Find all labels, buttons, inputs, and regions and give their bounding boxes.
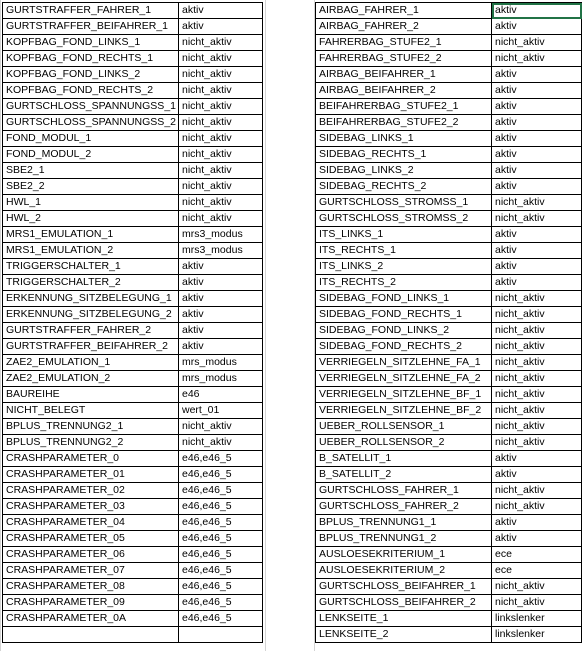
- table-row: [3, 595, 263, 611]
- table-row: [3, 227, 263, 243]
- parameter-name-cell[interactable]: BPLUS_TRENNUNG2_1: [3, 419, 179, 435]
- parameter-value-cell[interactable]: nicht_aktiv: [179, 419, 263, 435]
- table-row: [3, 211, 263, 227]
- table-row: [316, 275, 582, 291]
- parameter-value-cell[interactable]: nicht_aktiv: [492, 403, 582, 419]
- parameter-name-cell[interactable]: CRASHPARAMETER_03: [3, 499, 179, 515]
- parameter-value-cell[interactable]: linkslenker: [492, 627, 582, 643]
- table-row: [316, 515, 582, 531]
- parameter-name-cell[interactable]: GURTSCHLOSS_BEIFAHRER_2: [316, 595, 492, 611]
- parameter-value-cell[interactable]: e46,e46_5: [179, 595, 263, 611]
- parameter-name-cell[interactable]: GURTSCHLOSS_FAHRER_2: [316, 499, 492, 515]
- table-row: [316, 579, 582, 595]
- parameter-value-cell[interactable]: e46,e46_5: [179, 483, 263, 499]
- parameter-value-cell[interactable]: nicht_aktiv: [179, 35, 263, 51]
- parameter-value-cell[interactable]: mrs_modus: [179, 355, 263, 371]
- parameter-name-cell[interactable]: SIDEBAG_RECHTS_2: [316, 179, 492, 195]
- left-parameter-table: [2, 2, 263, 643]
- parameter-name-cell[interactable]: ITS_RECHTS_1: [316, 243, 492, 259]
- table-row: [3, 323, 263, 339]
- parameter-name-cell[interactable]: GURTSCHLOSS_STROMSS_2: [316, 211, 492, 227]
- parameter-name-cell[interactable]: HWL_1: [3, 195, 179, 211]
- table-row: [3, 483, 263, 499]
- parameter-name-cell[interactable]: MRS1_EMULATION_1: [3, 227, 179, 243]
- table-row: [316, 259, 582, 275]
- parameter-name-cell[interactable]: UEBER_ROLLSENSOR_2: [316, 435, 492, 451]
- parameter-name-cell[interactable]: SIDEBAG_FOND_RECHTS_1: [316, 307, 492, 323]
- table-row: [3, 51, 263, 67]
- parameter-value-cell[interactable]: nicht_aktiv: [179, 163, 263, 179]
- parameter-value-cell[interactable]: nicht_aktiv: [179, 195, 263, 211]
- parameter-value-cell[interactable]: aktiv: [492, 179, 582, 195]
- table-row: [316, 291, 582, 307]
- parameter-name-cell[interactable]: GURTSCHLOSS_FAHRER_1: [316, 483, 492, 499]
- table-row: [3, 19, 263, 35]
- table-row: [316, 67, 582, 83]
- parameter-value-cell[interactable]: nicht_aktiv: [492, 35, 582, 51]
- parameter-name-cell[interactable]: GURTSTRAFFER_FAHRER_2: [3, 323, 179, 339]
- parameter-value-cell[interactable]: aktiv: [492, 515, 582, 531]
- table-row: [3, 467, 263, 483]
- parameter-name-cell[interactable]: BPLUS_TRENNUNG2_2: [3, 435, 179, 451]
- parameter-value-cell[interactable]: aktiv: [492, 131, 582, 147]
- parameter-name-cell[interactable]: VERRIEGELN_SITZLEHNE_BF_2: [316, 403, 492, 419]
- table-row: [3, 35, 263, 51]
- empty-spacer-column[interactable]: [265, 0, 315, 651]
- table-row: [316, 595, 582, 611]
- table-row: [316, 115, 582, 131]
- table-row: [3, 179, 263, 195]
- parameter-value-cell[interactable]: e46,e46_5: [179, 579, 263, 595]
- parameter-value-cell[interactable]: aktiv: [179, 19, 263, 35]
- parameter-value-cell[interactable]: nicht_aktiv: [179, 211, 263, 227]
- parameter-value-cell[interactable]: e46,e46_5: [179, 515, 263, 531]
- table-row: [3, 163, 263, 179]
- table-row: [3, 371, 263, 387]
- table-row: [3, 435, 263, 451]
- parameter-value-cell[interactable]: e46,e46_5: [179, 499, 263, 515]
- parameter-name-cell[interactable]: FOND_MODUL_1: [3, 131, 179, 147]
- parameter-value-cell[interactable]: aktiv: [492, 3, 582, 19]
- table-row: [3, 291, 263, 307]
- parameter-value-cell[interactable]: nicht_aktiv: [492, 211, 582, 227]
- parameter-name-cell[interactable]: ERKENNUNG_SITZBELEGUNG_1: [3, 291, 179, 307]
- parameter-name-cell[interactable]: AIRBAG_FAHRER_1: [316, 3, 492, 19]
- parameter-value-cell[interactable]: e46,e46_5: [179, 563, 263, 579]
- parameter-name-cell[interactable]: GURTSCHLOSS_SPANNUNGSS_1: [3, 99, 179, 115]
- parameter-value-cell[interactable]: aktiv: [492, 147, 582, 163]
- table-row: [316, 195, 582, 211]
- parameter-value-cell[interactable]: nicht_aktiv: [492, 51, 582, 67]
- table-row: [316, 403, 582, 419]
- parameter-value-cell[interactable]: linkslenker: [492, 611, 582, 627]
- table-row: [316, 227, 582, 243]
- parameter-name-cell[interactable]: HWL_2: [3, 211, 179, 227]
- table-row: [3, 131, 263, 147]
- table-row: [316, 131, 582, 147]
- parameter-value-cell[interactable]: aktiv: [492, 99, 582, 115]
- parameter-name-cell[interactable]: CRASHPARAMETER_07: [3, 563, 179, 579]
- table-row: [3, 547, 263, 563]
- parameter-name-cell[interactable]: SIDEBAG_FOND_RECHTS_2: [316, 339, 492, 355]
- parameter-name-cell[interactable]: CRASHPARAMETER_02: [3, 483, 179, 499]
- parameter-name-cell[interactable]: GURTSCHLOSS_SPANNUNGSS_2: [3, 115, 179, 131]
- parameter-name-cell[interactable]: GURTSCHLOSS_STROMSS_1: [316, 195, 492, 211]
- table-row: [316, 35, 582, 51]
- table-row: [316, 419, 582, 435]
- parameter-name-cell[interactable]: TRIGGERSCHALTER_1: [3, 259, 179, 275]
- table-row: [3, 339, 263, 355]
- parameter-value-cell[interactable]: nicht_aktiv: [179, 99, 263, 115]
- parameter-value-cell[interactable]: ece: [492, 547, 582, 563]
- parameter-name-cell[interactable]: KOPFBAG_FOND_RECHTS_1: [3, 51, 179, 67]
- table-row: [316, 307, 582, 323]
- parameter-name-cell[interactable]: CRASHPARAMETER_06: [3, 547, 179, 563]
- parameter-value-cell[interactable]: e46,e46_5: [179, 611, 263, 627]
- parameter-name-cell[interactable]: VERRIEGELN_SITZLEHNE_FA_2: [316, 371, 492, 387]
- parameter-name-cell[interactable]: CRASHPARAMETER_08: [3, 579, 179, 595]
- parameter-value-cell[interactable]: aktiv: [179, 275, 263, 291]
- parameter-name-cell[interactable]: NICHT_BELEGT: [3, 403, 179, 419]
- parameter-value-cell[interactable]: e46,e46_5: [179, 531, 263, 547]
- parameter-name-cell[interactable]: BAUREIHE: [3, 387, 179, 403]
- parameter-name-cell[interactable]: AIRBAG_FAHRER_2: [316, 19, 492, 35]
- table-row: [3, 563, 263, 579]
- parameter-name-cell[interactable]: AUSLOESEKRITERIUM_1: [316, 547, 492, 563]
- table-row: [316, 483, 582, 499]
- parameter-value-cell[interactable]: nicht_aktiv: [492, 499, 582, 515]
- parameter-value-cell[interactable]: ece: [492, 563, 582, 579]
- parameter-name-cell[interactable]: AIRBAG_BEIFAHRER_2: [316, 83, 492, 99]
- parameter-name-cell[interactable]: KOPFBAG_FOND_LINKS_1: [3, 35, 179, 51]
- parameter-value-cell[interactable]: nicht_aktiv: [492, 387, 582, 403]
- parameter-name-cell[interactable]: SIDEBAG_RECHTS_1: [316, 147, 492, 163]
- table-row: [316, 531, 582, 547]
- table-row: [3, 99, 263, 115]
- table-row: [316, 563, 582, 579]
- table-row: [3, 387, 263, 403]
- parameter-name-cell[interactable]: AIRBAG_BEIFAHRER_1: [316, 67, 492, 83]
- parameter-value-cell[interactable]: aktiv: [492, 67, 582, 83]
- parameter-value-cell[interactable]: mrs3_modus: [179, 243, 263, 259]
- parameter-value-cell[interactable]: nicht_aktiv: [179, 115, 263, 131]
- parameter-name-cell[interactable]: FAHRERBAG_STUFE2_1: [316, 35, 492, 51]
- table-row: [3, 515, 263, 531]
- parameter-name-cell[interactable]: KOPFBAG_FOND_RECHTS_2: [3, 83, 179, 99]
- table-row: [316, 51, 582, 67]
- parameter-name-cell[interactable]: BPLUS_TRENNUNG1_1: [316, 515, 492, 531]
- parameter-name-cell[interactable]: TRIGGERSCHALTER_2: [3, 275, 179, 291]
- parameter-value-cell[interactable]: nicht_aktiv: [492, 483, 582, 499]
- parameter-value-cell[interactable]: nicht_aktiv: [492, 195, 582, 211]
- parameter-value-cell[interactable]: aktiv: [492, 467, 582, 483]
- parameter-name-cell[interactable]: BEIFAHRERBAG_STUFE2_2: [316, 115, 492, 131]
- parameter-value-cell[interactable]: aktiv: [492, 163, 582, 179]
- parameter-name-cell[interactable]: CRASHPARAMETER_09: [3, 595, 179, 611]
- parameter-value-cell[interactable]: nicht_aktiv: [179, 67, 263, 83]
- parameter-value-cell[interactable]: nicht_aktiv: [492, 579, 582, 595]
- table-row: [316, 99, 582, 115]
- table-row: [316, 371, 582, 387]
- parameter-value-cell[interactable]: aktiv: [179, 323, 263, 339]
- table-row: [3, 275, 263, 291]
- parameter-name-cell[interactable]: MRS1_EMULATION_2: [3, 243, 179, 259]
- parameter-name-cell[interactable]: AUSLOESEKRITERIUM_2: [316, 563, 492, 579]
- parameter-value-cell[interactable]: nicht_aktiv: [492, 307, 582, 323]
- table-row: [316, 19, 582, 35]
- table-row: [316, 3, 582, 19]
- table-row: [316, 147, 582, 163]
- table-row: [316, 627, 582, 643]
- parameter-value-cell[interactable]: e46,e46_5: [179, 451, 263, 467]
- table-row: [316, 387, 582, 403]
- table-row: [316, 83, 582, 99]
- table-row: [3, 115, 263, 131]
- parameter-name-cell[interactable]: CRASHPARAMETER_0: [3, 451, 179, 467]
- parameter-value-cell[interactable]: nicht_aktiv: [492, 355, 582, 371]
- parameter-value-cell[interactable]: nicht_aktiv: [179, 131, 263, 147]
- table-row: [316, 355, 582, 371]
- parameter-value-cell[interactable]: aktiv: [492, 259, 582, 275]
- parameter-value-cell[interactable]: [179, 627, 263, 643]
- table-row: [3, 419, 263, 435]
- parameter-name-cell[interactable]: ITS_LINKS_1: [316, 227, 492, 243]
- parameter-name-cell[interactable]: ERKENNUNG_SITZBELEGUNG_2: [3, 307, 179, 323]
- parameter-value-cell[interactable]: nicht_aktiv: [492, 595, 582, 611]
- right-parameter-table: [315, 2, 582, 643]
- parameter-value-cell[interactable]: aktiv: [492, 19, 582, 35]
- parameter-name-cell[interactable]: SIDEBAG_FOND_LINKS_2: [316, 323, 492, 339]
- parameter-name-cell[interactable]: SIDEBAG_LINKS_2: [316, 163, 492, 179]
- parameter-value-cell[interactable]: nicht_aktiv: [492, 435, 582, 451]
- parameter-value-cell[interactable]: wert_01: [179, 403, 263, 419]
- table-row: [316, 611, 582, 627]
- table-row: [316, 499, 582, 515]
- parameter-name-cell[interactable]: KOPFBAG_FOND_LINKS_2: [3, 67, 179, 83]
- parameter-value-cell[interactable]: aktiv: [179, 3, 263, 19]
- table-row: [3, 579, 263, 595]
- parameter-value-cell[interactable]: nicht_aktiv: [179, 51, 263, 67]
- parameter-value-cell[interactable]: nicht_aktiv: [492, 323, 582, 339]
- parameter-value-cell[interactable]: aktiv: [492, 531, 582, 547]
- table-row: [316, 467, 582, 483]
- table-row: [316, 547, 582, 563]
- parameter-name-cell[interactable]: GURTSTRAFFER_BEIFAHRER_2: [3, 339, 179, 355]
- parameter-value-cell[interactable]: aktiv: [492, 115, 582, 131]
- parameter-name-cell[interactable]: GURTSTRAFFER_FAHRER_1: [3, 3, 179, 19]
- parameter-name-cell[interactable]: [3, 627, 179, 643]
- parameter-value-cell[interactable]: aktiv: [179, 339, 263, 355]
- parameter-name-cell[interactable]: B_SATELLIT_1: [316, 451, 492, 467]
- parameter-name-cell[interactable]: GURTSCHLOSS_BEIFAHRER_1: [316, 579, 492, 595]
- parameter-name-cell[interactable]: B_SATELLIT_2: [316, 467, 492, 483]
- parameter-name-cell[interactable]: BPLUS_TRENNUNG1_2: [316, 531, 492, 547]
- parameter-value-cell[interactable]: aktiv: [492, 275, 582, 291]
- table-row: [3, 67, 263, 83]
- parameter-name-cell[interactable]: VERRIEGELN_SITZLEHNE_BF_1: [316, 387, 492, 403]
- parameter-value-cell[interactable]: e46: [179, 387, 263, 403]
- parameter-name-cell[interactable]: ZAE2_EMULATION_1: [3, 355, 179, 371]
- parameter-value-cell[interactable]: aktiv: [492, 83, 582, 99]
- parameter-name-cell[interactable]: CRASHPARAMETER_05: [3, 531, 179, 547]
- parameter-value-cell[interactable]: nicht_aktiv: [492, 339, 582, 355]
- parameter-value-cell[interactable]: nicht_aktiv: [492, 371, 582, 387]
- table-row: [3, 243, 263, 259]
- table-row: [3, 147, 263, 163]
- parameter-name-cell[interactable]: BEIFAHRERBAG_STUFE2_1: [316, 99, 492, 115]
- parameter-name-cell[interactable]: SBE2_2: [3, 179, 179, 195]
- table-row: [316, 211, 582, 227]
- parameter-name-cell[interactable]: FOND_MODUL_2: [3, 147, 179, 163]
- parameter-value-cell[interactable]: nicht_aktiv: [492, 291, 582, 307]
- parameter-name-cell[interactable]: ZAE2_EMULATION_2: [3, 371, 179, 387]
- parameter-name-cell[interactable]: LENKSEITE_1: [316, 611, 492, 627]
- parameter-name-cell[interactable]: SIDEBAG_LINKS_1: [316, 131, 492, 147]
- table-row: [3, 195, 263, 211]
- parameter-value-cell[interactable]: aktiv: [179, 291, 263, 307]
- parameter-name-cell[interactable]: CRASHPARAMETER_0A: [3, 611, 179, 627]
- parameter-name-cell[interactable]: CRASHPARAMETER_01: [3, 467, 179, 483]
- table-row: [316, 451, 582, 467]
- parameter-value-cell[interactable]: nicht_aktiv: [492, 419, 582, 435]
- table-row: [3, 451, 263, 467]
- table-row: [3, 403, 263, 419]
- table-row: [3, 3, 263, 19]
- table-row: [3, 611, 263, 627]
- parameter-name-cell[interactable]: ITS_LINKS_2: [316, 259, 492, 275]
- parameter-name-cell[interactable]: UEBER_ROLLSENSOR_1: [316, 419, 492, 435]
- parameter-name-cell[interactable]: VERRIEGELN_SITZLEHNE_FA_1: [316, 355, 492, 371]
- table-row: [316, 323, 582, 339]
- parameter-value-cell[interactable]: aktiv: [492, 243, 582, 259]
- parameter-value-cell[interactable]: nicht_aktiv: [179, 435, 263, 451]
- parameter-value-cell[interactable]: aktiv: [492, 227, 582, 243]
- parameter-name-cell[interactable]: GURTSTRAFFER_BEIFAHRER_1: [3, 19, 179, 35]
- parameter-name-cell[interactable]: SBE2_1: [3, 163, 179, 179]
- table-row: [3, 307, 263, 323]
- parameter-value-cell[interactable]: mrs_modus: [179, 371, 263, 387]
- table-row: [3, 627, 263, 643]
- parameter-name-cell[interactable]: SIDEBAG_FOND_LINKS_1: [316, 291, 492, 307]
- parameter-name-cell[interactable]: CRASHPARAMETER_04: [3, 515, 179, 531]
- table-row: [316, 243, 582, 259]
- parameter-value-cell[interactable]: nicht_aktiv: [179, 83, 263, 99]
- table-row: [316, 435, 582, 451]
- table-row: [316, 339, 582, 355]
- parameter-value-cell[interactable]: nicht_aktiv: [179, 179, 263, 195]
- parameter-value-cell[interactable]: mrs3_modus: [179, 227, 263, 243]
- parameter-name-cell[interactable]: ITS_RECHTS_2: [316, 275, 492, 291]
- parameter-value-cell[interactable]: nicht_aktiv: [179, 147, 263, 163]
- table-row: [3, 83, 263, 99]
- parameter-name-cell[interactable]: FAHRERBAG_STUFE2_2: [316, 51, 492, 67]
- parameter-value-cell[interactable]: aktiv: [179, 307, 263, 323]
- parameter-value-cell[interactable]: aktiv: [179, 259, 263, 275]
- parameter-value-cell[interactable]: e46,e46_5: [179, 547, 263, 563]
- parameter-name-cell[interactable]: LENKSEITE_2: [316, 627, 492, 643]
- parameter-value-cell[interactable]: aktiv: [492, 451, 582, 467]
- table-row: [3, 355, 263, 371]
- parameter-value-cell[interactable]: e46,e46_5: [179, 467, 263, 483]
- table-row: [3, 531, 263, 547]
- table-row: [316, 163, 582, 179]
- table-row: [3, 499, 263, 515]
- table-row: [316, 179, 582, 195]
- table-row: [3, 259, 263, 275]
